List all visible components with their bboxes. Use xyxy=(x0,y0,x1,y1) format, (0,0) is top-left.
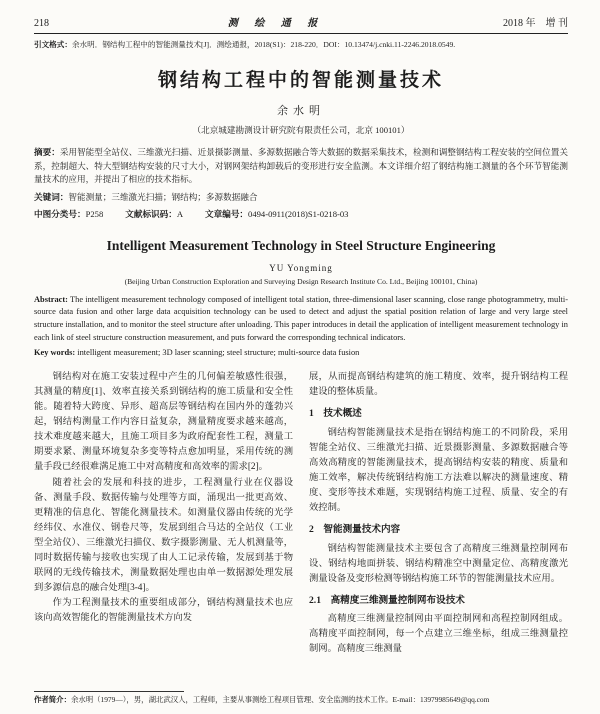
abstract-zh xyxy=(34,146,568,187)
abstract-label-en: Abstract: xyxy=(34,294,68,304)
keywords-text-en: intelligent measurement; 3D laser scanning; steel structure; multi-source data fusion xyxy=(77,348,360,358)
column-left xyxy=(34,370,293,657)
author-bio-label: 作者简介： xyxy=(34,694,71,704)
article-id-value: 0494-0911(2018)S1-0218-03 xyxy=(248,208,349,219)
doc-code-field xyxy=(125,208,183,220)
issue-label: 2018 年 增 刊 xyxy=(503,18,568,29)
abstract-text-en: The intelligent measurement technology composed of intelligent total station, three-dimensional laser scanning, close range photogrammetry, multi-source data fusion and other large data acquisition technology can be used to detect and adjust the spatial position relation of large and very large steel structure installation, and to monitor the steel structure after unloading. This paper introduces in detail the application of intelligent measurement technology in each link of steel structure construction measurement, and puts forward the corresponding technical indicators. xyxy=(34,294,568,342)
body-paragraph-continuation: 展，从而提高钢结构建筑的施工精度、效率，提升钢结构工程建设的整体质量。 xyxy=(309,372,568,398)
doc-code-label: 文献标识码： xyxy=(125,208,177,219)
body-paragraph: 随着社会的发展和科技的进步，工程测量行业在仪器设备、测量手段、数据传输与处理等方面，涌现出一批更高效、更精准的信息化、智能化测量技术。如测量仪器由传统的光学经纬仪、水准仪、钢卷尺等，发展到组合马达的全站仪（工业型全站仪）、三维激光扫描仪、数字摄影测量、无人机测量等，同时数据传输与接收也实现了由人工记录传输，发展到基于物联网的无线传输技术，测量数据处理也由单一数据源处理发展到多源信息的融合处理[3-4]。 xyxy=(34,477,293,593)
author-bio-footnote xyxy=(34,691,568,705)
body-paragraph: 钢结构智能测量技术是指在钢结构施工的不同阶段，采用智能全站仪、三维激光扫描、近景摄影测量、多源数据融合等高效高精度的智能测量技术，提高钢结构安装的精度、质量和施工效率，解决传统钢结构施工方法难以解决的测量速度、精度、变形等技术难题，实现钢结构施工过程、质量、安全的有效控制。 xyxy=(309,427,568,514)
citation-text: 余水明．钢结构工程中的智能测量技术[J]．测绘通报，2018(S1)：218-220．DOI：10.13474/j.cnki.11-2246.2018.0549. xyxy=(71,40,456,49)
abstract-label-zh: 摘要： xyxy=(34,147,60,157)
citation-line xyxy=(34,39,568,50)
column-right xyxy=(309,370,568,657)
abstract-en xyxy=(34,294,568,344)
affiliation-zh: （北京城建勘测设计研究院有限责任公司，北京 100101） xyxy=(192,125,410,135)
keywords-label-zh: 关键词： xyxy=(34,191,69,202)
abstract-text-zh: 采用智能型全站仪、三维激光扫描、近景摄影测量、多源数据融合等大数据的数据采集技术，检测和调整钢结构工程安装的空间位置关系，控制超大、特大型钢结构安装的尺寸大小，对钢网架结构卸载后的变形进行安全监测。本文详细介绍了钢结构施工测量的各个环节智能测量技术的应用，并提出了相应的技术指标。 xyxy=(34,147,568,185)
journal-title: 测 绘 通 报 xyxy=(227,18,325,29)
affiliation-en: (Beijing Urban Construction Exploration and Surveying Design Research Institute Co. Ltd., Beijing 100101, China) xyxy=(124,276,478,286)
author-name-zh: 余水明 xyxy=(277,105,325,117)
body-paragraph: 钢结构对在施工安装过程中产生的几何偏差敏感性很强，其测量的精度[1]、效率直接关系到钢结构的施工质量和安全性能。随着特大跨度、异形、超高层等钢结构在国内外的蓬勃兴起，钢结构测量工作内容日益复杂，测量精度要求越来越高，技术难度越来越大，且施工项目多为政府配套性工程，测量工期要求紧、测量环境复杂多变等特点愈加明显，采用传统的测量手段已经很难满足施工中对高精度和高效率的需求[2]。 xyxy=(34,372,293,473)
article-title-zh: 钢结构工程中的智能测量技术 xyxy=(157,70,444,91)
meta-row xyxy=(34,208,568,220)
section-heading-2-1: 2.1 高精度三维测量控制网布设技术 xyxy=(309,594,465,606)
page-header xyxy=(34,14,568,34)
author-bio-text: 余水明（1979—），男，湖北武汉人，工程师，主要从事测绘工程项目管理、安全监测的技术工作。E-mail：13979985649@qq.com xyxy=(70,694,490,704)
section-heading-2: 2 智能测量技术内容 xyxy=(309,524,401,536)
body-paragraph: 作为工程测量技术的重要组成部分，钢结构测量技术也应该向高效智能化的智能测量技术方向发 xyxy=(34,597,293,623)
clc-label: 中图分类号： xyxy=(34,208,86,219)
article-title-en: Intelligent Measurement Technology in Steel Structure Engineering xyxy=(106,237,496,253)
body-paragraph: 钢结构智能测量技术主要包含了高精度三维测量控制网布设、钢结构地面拼装、钢结构精准空中测量定位、高精度激光测量设备及变形检测等钢结构施工环节的智能测量技术应用。 xyxy=(309,543,568,584)
citation-label: 引文格式： xyxy=(34,40,72,49)
page-number: 218 xyxy=(34,18,49,29)
keywords-label-en: Key words: xyxy=(34,348,76,358)
section-heading-1: 1 技术概述 xyxy=(309,408,362,420)
keywords-text-zh: 智能测量；三维激光扫描；钢结构；多源数据融合 xyxy=(68,191,258,202)
doc-code-value: A xyxy=(176,208,184,219)
clc-field xyxy=(34,208,103,220)
keywords-en xyxy=(34,348,568,357)
article-id-label: 文章编号： xyxy=(205,208,249,219)
keywords-zh xyxy=(34,191,568,203)
body-paragraph: 高精度三维测量控制网由平面控制网和高程控制网组成。高精度平面控制网，每一个点建立三维坐标，组成三维测量控制网。高精度三维测量 xyxy=(309,614,568,655)
article-id-field xyxy=(205,208,348,220)
footnote-rule xyxy=(34,691,184,692)
body-columns xyxy=(34,370,568,657)
author-name-en: YU Yongming xyxy=(269,262,333,273)
clc-value: P258 xyxy=(85,208,104,219)
